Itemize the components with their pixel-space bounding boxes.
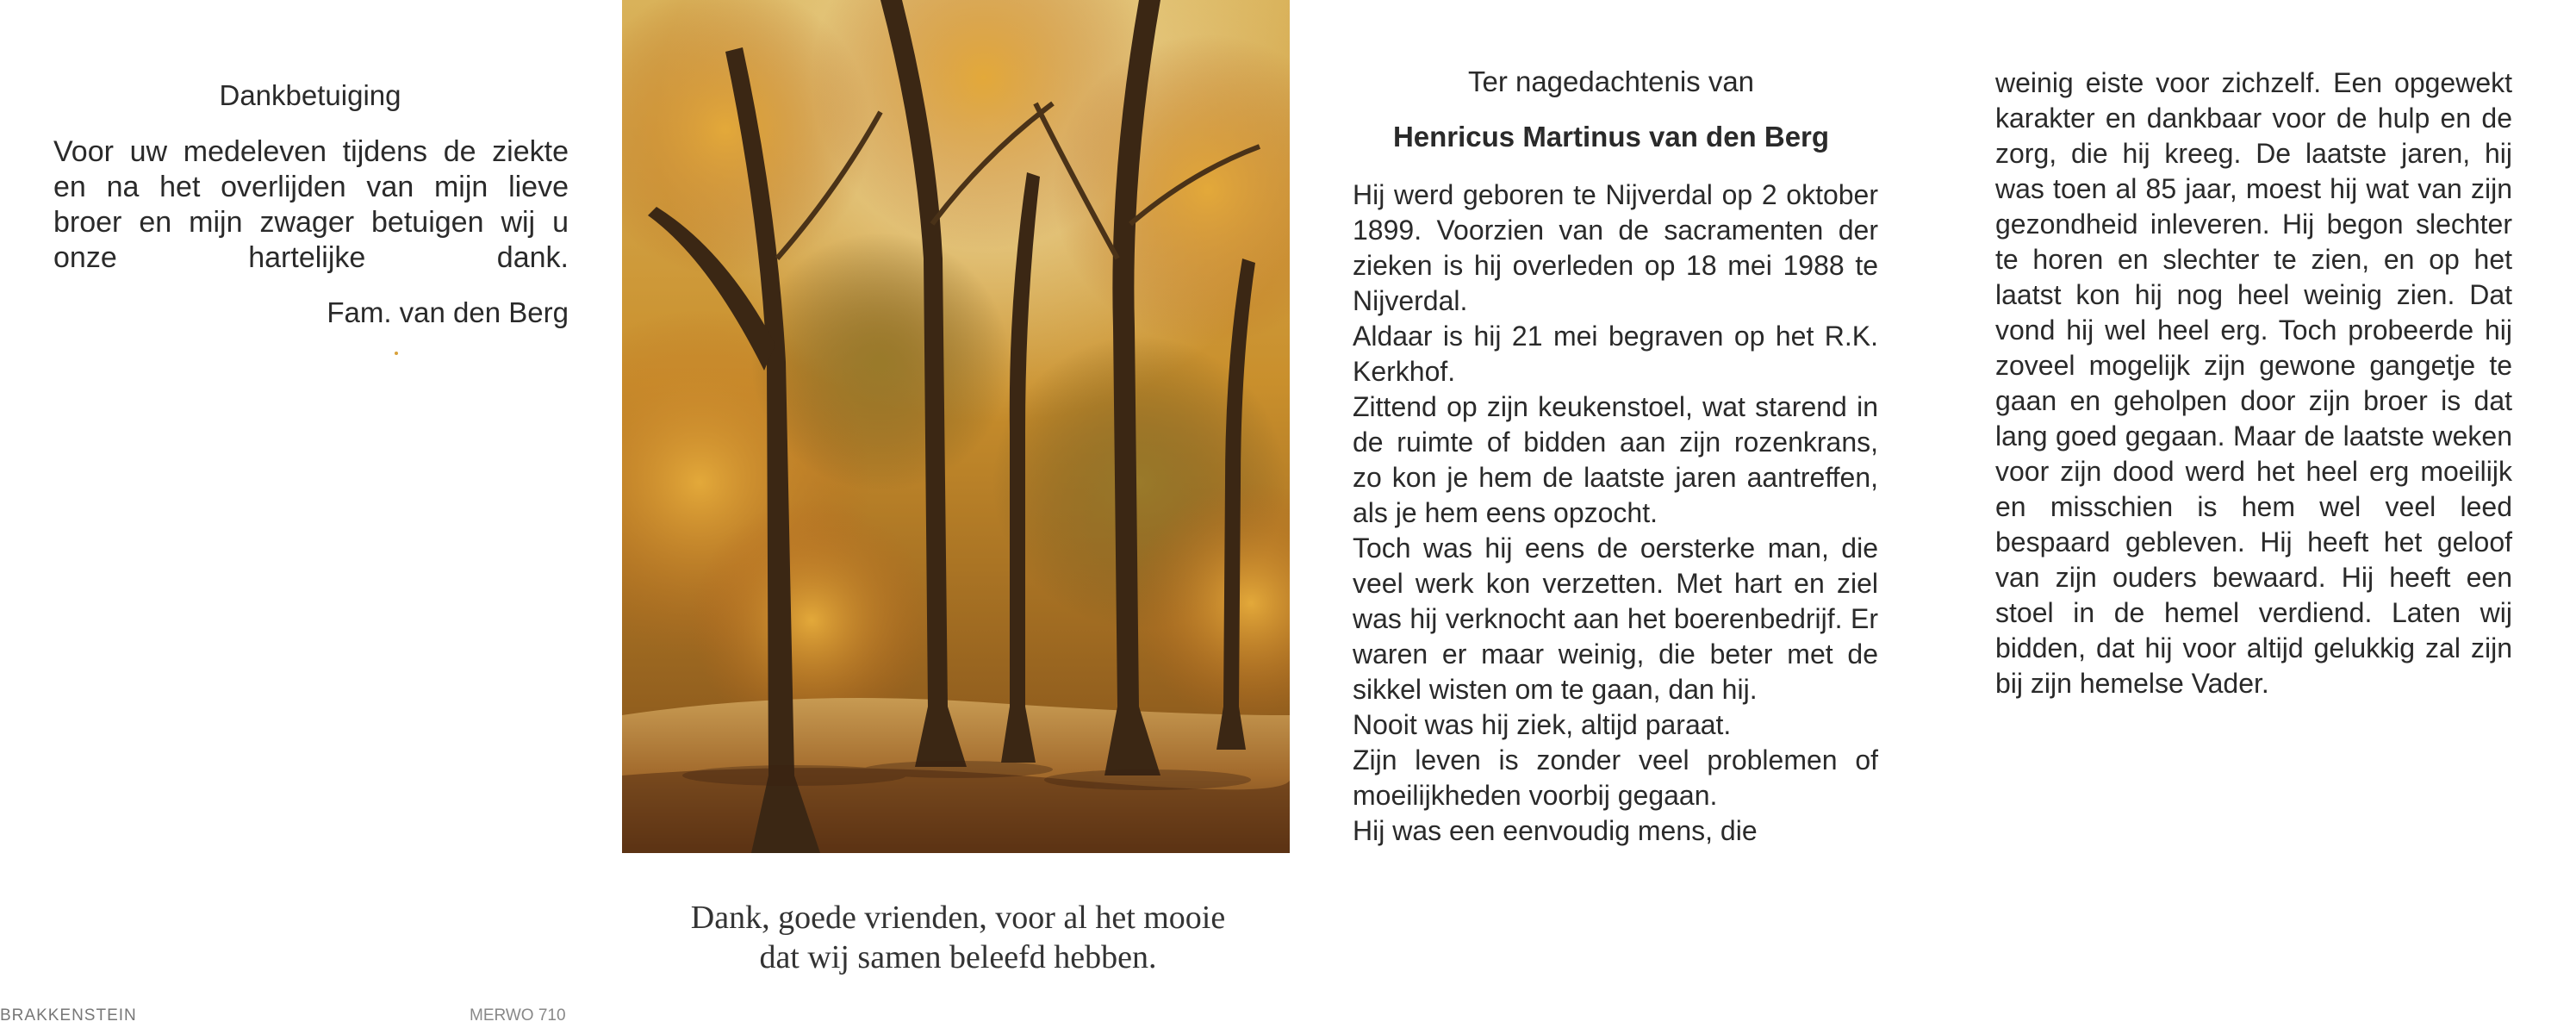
memorial-paragraph: Hij was een eenvoudig mens, die	[1353, 815, 1758, 846]
deceased-name: Henricus Martinus van den Berg	[1392, 121, 1830, 153]
memorial-paragraph: Nooit was hij ziek, altijd paraat.	[1353, 709, 1732, 740]
autumn-forest-photo	[622, 0, 1290, 853]
printer-imprint-right: MERWO 710	[470, 1006, 566, 1025]
memorial-text-column-1	[1353, 178, 1878, 849]
verse	[622, 898, 1294, 977]
thanks-panel	[0, 0, 620, 1034]
memorial-continuation-panel	[1982, 0, 2533, 1034]
photo-panel	[622, 0, 1294, 1034]
memorial-paragraph: Zijn leven is zonder veel problemen of moeilijkheden voorbij gegaan.	[1353, 744, 1878, 811]
memorial-text-column-2	[1995, 65, 2512, 701]
memorial-paragraph: Aldaar is hij 21 mei begraven op het R.K. Kerkhof.	[1353, 321, 1878, 387]
memorial-panel	[1344, 0, 1878, 1034]
thanks-body: Voor uw medeleven tijdens de ziekte en na het overlijden van mijn lieve broer en mijn zwager betuigen wij u onze hartelijke dank.	[53, 135, 569, 274]
memorial-continuation: weinig eiste voor zichzelf. Een opgewekt karakter en dankbaar voor de hulp en de zorg, die hij kreeg. De laatste jaren, hij was toen al 85 jaar, moest hij wat van zijn gezondheid inleveren. Hij begon slechter te horen en slechter te zien, en op het laatst kon hij nog heel weinig zien. Dat vond hij wel heel erg. Toch probeerde hij zoveel mogelijk zijn gewone gangetje te gaan en geholpen door zijn broer is dat lang goed gegaan. Maar de laatste weken voor zijn dood werd het heel erg moeilijk en misschien is hem wel veel leed bespaard gebleven. Hij heeft het geloof van zijn ouders bewaard. Hij heeft een stoel in de hemel verdiend. Laten wij bidden, dat hij voor altijd gelukkig zal zijn bij zijn hemelse Vader.	[1995, 67, 2512, 699]
memorial-paragraph: Toch was hij eens de oersterke man, die veel werk kon verzetten. Met hart en ziel was hij verknocht aan het boerenbedrijf. Er waren er maar weinig, die beter met de sikkel wisten om te gaan, dan hij.	[1353, 533, 1878, 705]
ink-dot	[395, 352, 398, 355]
memorial-paragraph: Hij werd geboren te Nijverdal op 2 oktober 1899. Voorzien van de sacramenten der zieken is hij overleden op 18 mei 1988 te Nijverdal.	[1353, 179, 1878, 316]
memorial-paragraph: Zittend op zijn keukenstoel, wat starend in de ruimte of bidden aan zijn rozenkrans, zo kon je hem de laatste jaren aantreffen, als je hem eens opzocht.	[1353, 391, 1878, 528]
verse-line-1: Dank, goede vrienden, voor al het mooie	[690, 900, 1226, 936]
memorial-heading: Ter nagedachtenis van	[1467, 65, 1755, 97]
thanks-title: Dankbetuiging	[219, 79, 401, 111]
thanks-signature: Fam. van den Berg	[327, 296, 569, 328]
verse-line-2: dat wij samen beleefd hebben.	[759, 939, 1157, 975]
printer-imprint-left: BRAKKENSTEIN	[0, 1006, 137, 1025]
